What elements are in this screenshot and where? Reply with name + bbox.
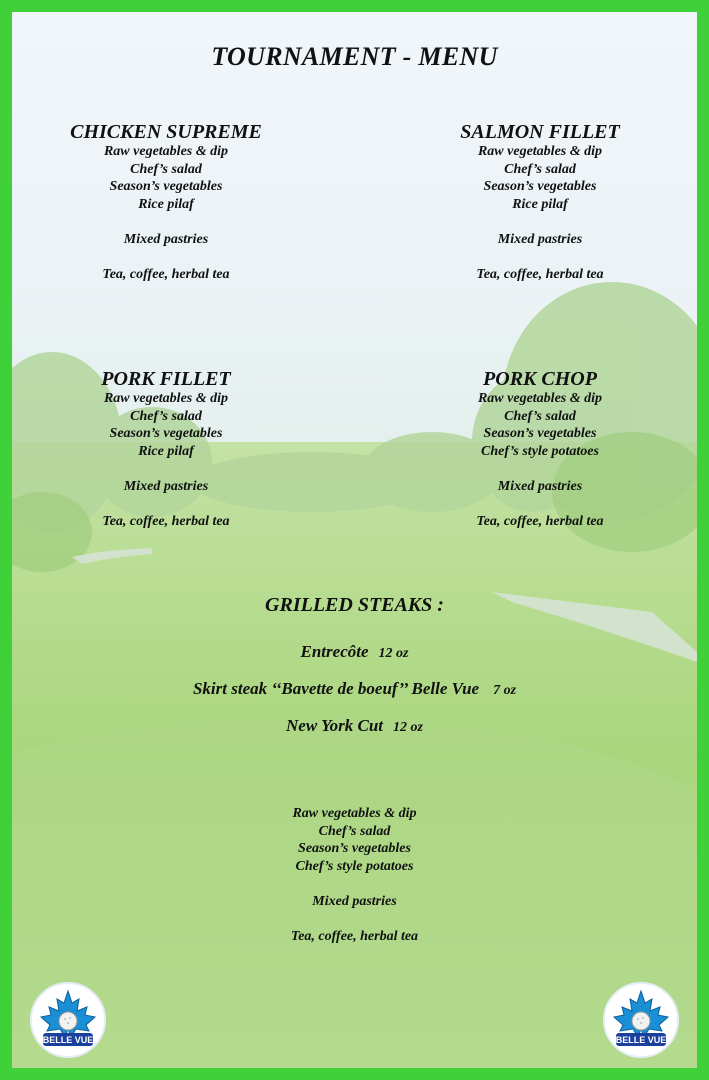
menu-title: PORK CHOP — [483, 368, 597, 390]
belle-vue-logo-left — [29, 981, 107, 1059]
menu-title: SALMON FILLET — [460, 121, 620, 143]
side-item: Chef’s style potatoes — [295, 858, 414, 874]
menu-item: Chef’s salad — [130, 408, 202, 424]
menu-item: Chef’s salad — [130, 161, 202, 177]
golf-ball-icon — [632, 1012, 650, 1030]
menu-item: Raw vegetables & dip — [103, 144, 229, 159]
menu-title: CHICKEN SUPREME — [70, 121, 262, 143]
logo-text: BELLE VUE — [42, 1035, 94, 1045]
menu-item: Chef’s style potatoes — [481, 443, 599, 459]
menu-title: PORK FILLET — [101, 368, 231, 390]
menu-chicken-supreme — [26, 121, 306, 283]
side-item: Chef’s salad — [318, 823, 391, 839]
menu-drinks: Tea, coffee, herbal tea — [476, 513, 604, 529]
grilled-steaks-heading-wrap — [12, 594, 697, 617]
page-title: TOURNAMENT - MENU — [211, 42, 498, 71]
steak-size: 12 oz — [393, 720, 423, 735]
menu-drinks: Tea, coffee, herbal tea — [102, 266, 230, 282]
steak-size: 12 oz — [378, 646, 409, 661]
golf-ball-icon — [59, 1012, 77, 1030]
golf-course-background — [12, 12, 697, 1068]
steak-new-york-cut — [12, 716, 697, 736]
steak-size: 7 oz — [493, 683, 517, 698]
steak-drinks: Tea, coffee, herbal tea — [290, 928, 419, 944]
steak-sides — [12, 805, 697, 945]
steak-dessert: Mixed pastries — [312, 893, 397, 909]
menu-dessert: Mixed pastries — [123, 478, 209, 494]
side-item: Raw vegetables & dip — [292, 806, 417, 821]
menu-item: Raw vegetables & dip — [477, 144, 603, 159]
steak-entrecote — [12, 642, 697, 662]
menu-dessert: Mixed pastries — [123, 231, 209, 247]
menu-salmon-fillet — [400, 121, 680, 283]
logo-text: BELLE VUE — [615, 1035, 667, 1045]
menu-item: Rice pilaf — [138, 196, 194, 212]
steak-name: New York Cut — [286, 716, 384, 735]
steak-name: Entrecôte — [300, 642, 369, 661]
menu-item: Season’s vegetables — [483, 426, 597, 441]
menu-pork-fillet — [26, 368, 306, 530]
menu-item: Season’s vegetables — [483, 179, 597, 194]
menu-dessert: Mixed pastries — [497, 231, 583, 247]
belle-vue-logo-right — [602, 981, 680, 1059]
menu-drinks: Tea, coffee, herbal tea — [476, 266, 604, 282]
menu-drinks: Tea, coffee, herbal tea — [102, 513, 230, 529]
menu-dessert: Mixed pastries — [497, 478, 583, 494]
menu-item: Rice pilaf — [138, 443, 194, 459]
grilled-steaks-heading: GRILLED STEAKS : — [265, 594, 444, 616]
menu-item: Raw vegetables & dip — [103, 391, 229, 406]
menu-pork-chop — [400, 368, 680, 530]
side-item: Season’s vegetables — [298, 841, 411, 856]
steak-name: Skirt steak ‘‘Bavette de boeuf’’ Belle Vue — [192, 679, 480, 698]
menu-item: Chef’s salad — [504, 408, 576, 424]
menu-item: Raw vegetables & dip — [477, 391, 603, 406]
menu-item: Rice pilaf — [512, 196, 568, 212]
menu-item: Chef’s salad — [504, 161, 576, 177]
steak-skirt — [12, 679, 697, 699]
menu-item: Season’s vegetables — [109, 426, 223, 441]
menu-item: Season’s vegetables — [109, 179, 223, 194]
